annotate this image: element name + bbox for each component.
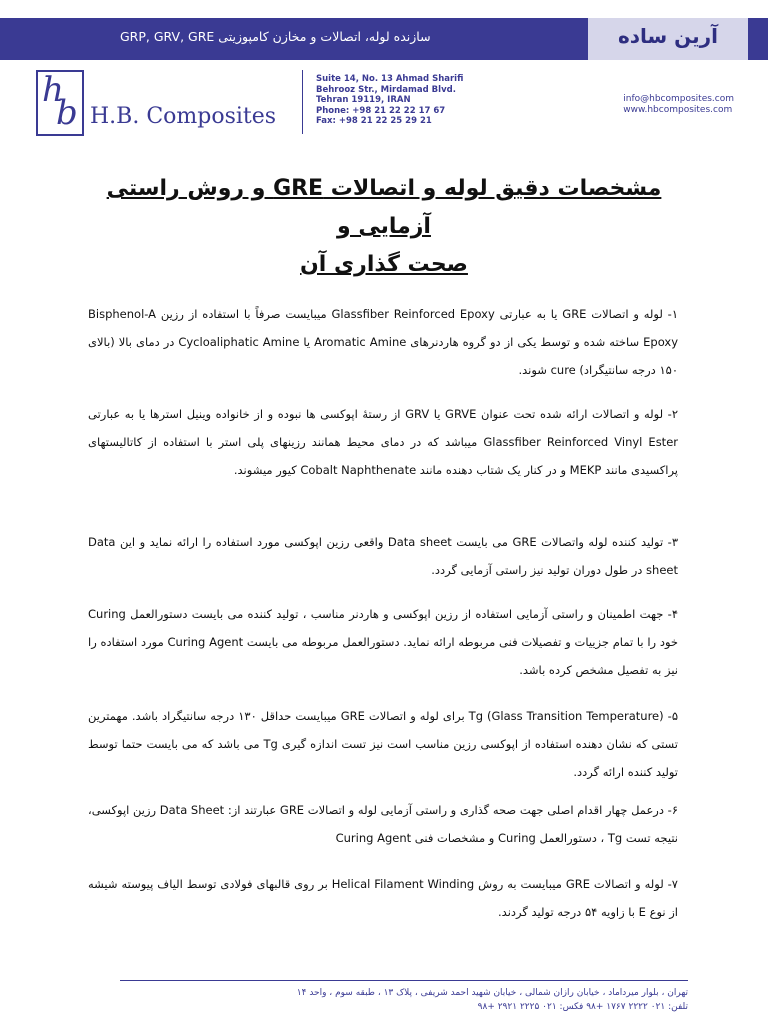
address-line: Tehran 19119, IRAN [316, 95, 411, 105]
list-item [88, 300, 678, 384]
item-text: جهت اطمینان و راستی آزمایی استفاده از رزین اپوکسی و هاردنر مناسب ، تولید کننده می بایست دستورالعمل Curing خود را با تمام جزییات و تفصیلات فنی مربوطه ارائه نماید. دستورالعمل مربوطه می بایست Curing Agent مورد استفاده را نیز به تفصیل مشخص کرده باشد. [88, 607, 678, 677]
footer [120, 986, 688, 1014]
hb-logo [36, 70, 84, 136]
address-line: Suite 14, No. 13 Ahmad Sharifi [316, 74, 464, 84]
company-address [316, 74, 463, 127]
title-line-2: صحت گذاری آن [300, 252, 468, 277]
list-item [88, 796, 678, 852]
item-number: ۶- [667, 803, 678, 817]
logo-letter-b: b [56, 93, 78, 133]
header-divider [302, 70, 303, 134]
item-number: ۳- [667, 535, 679, 549]
footer-divider [120, 980, 688, 981]
email: info@hbcomposites.com [623, 94, 734, 104]
list-item [88, 600, 678, 684]
item-number: ۴- [667, 607, 678, 621]
item-number: ۵- [667, 709, 678, 723]
company-tagline: سازنده لوله، اتصالات و مخازن کامپوزیتی GRP, GRV, GRE [120, 29, 431, 44]
header-bar [0, 18, 768, 60]
phone: Phone: +98 21 22 22 17 67 [316, 105, 446, 116]
company-name: H.B. Composites [90, 104, 277, 129]
footer-phone-fax: تلفن: ۰۲۱ ۲۲۲۲ ۱۷۶۷ +۹۸ فکس: ۰۲۱ ۲۲۲۵ ۲۹۲۱ +۹۸ [477, 1002, 688, 1012]
website: www.hbcomposites.com [623, 105, 733, 115]
item-text: تولید کننده لوله واتصالات GRE می بایست Data sheet واقعی رزین اپوکسی مورد استفاده را ارائه نماید و این Data sheet در طول دوران تولید نیز راستی آزمایی گردد. [88, 535, 678, 577]
item-number: ۱- [667, 307, 678, 321]
item-text: لوله و اتصالات GRE میبایست به روش Helical Filament Winding بر روی قالبهای فولادی توسط الیاف پیوسته شیشه از نوع E با زاویه ۵۴ درجه تولید گردند. [88, 877, 678, 919]
item-text: Tg (Glass Transition Temperature) برای لوله و اتصالات GRE میبایست حداقل ۱۳۰ درجه سانتیگراد باشد. مهمترین تستی که نشان دهنده استفاده از اپوکسی رزین مناسب است نیز تست اندازه گیری Tg می باشد که می بایست حتما توسط تولید کننده ارائه گردد. [88, 709, 678, 779]
list-item [88, 528, 678, 584]
list-item [88, 702, 678, 786]
footer-address: تهران ، بلوار میرداماد ، خیابان رازان شمالی ، خیابان شهید احمد شریفی ، پلاک ۱۳ ، طبقه سوم ، واحد ۱۴ [296, 988, 688, 998]
list-item [88, 870, 678, 926]
brand-box [588, 18, 748, 60]
item-number: ۷- [667, 877, 678, 891]
address-line: Behrooz Str., Mirdamad Blvd. [316, 84, 456, 95]
logo-letter-h: h [42, 70, 64, 110]
list-item [88, 400, 678, 484]
document-title [70, 170, 698, 284]
title-line-1: مشخصات دقیق لوله و اتصالات GRE و روش راستی آزمایی و [106, 176, 662, 239]
brand-name: آرین ساده [617, 24, 719, 48]
item-text: لوله و اتصالات GRE یا به عبارتی Glassfiber Reinforced Epoxy میبایست صرفاً با استفاده از رزین Bisphenol-A Epoxy ساخته شده و توسط یکی از دو گروه هاردنرهای Aromatic Amine یا Cycloaliphatic Amine در دمای بالا (بالای ۱۵۰ درجه سانتیگراد) cure شوند. [88, 307, 678, 377]
contact-info [623, 94, 734, 116]
item-text: درعمل چهار اقدام اصلی جهت صحه گذاری و راستی آزمایی لوله و اتصالات GRE عبارتند از: Data Sheet رزین اپوکسی، نتیجه تست Tg ، دستورالعمل Curing و مشخصات فنی Curing Agent [88, 803, 678, 845]
item-text: لوله و اتصالات ارائه شده تحت عنوان GRVE یا GRV از رستهٔ اپوکسی ها نبوده و از خانواده وینیل استرها یا به عبارتی Glassfiber Reinforced Vinyl Ester میباشد که در دمای محیط همانند رزینهای پلی استر با استفاده از کاتالیستهای پراکسیدی مانند MEKP و در کنار یک شتاب دهنده مانند Cobalt Naphthenate کیور میشوند. [88, 407, 678, 477]
fax: Fax: +98 21 22 25 29 21 [316, 116, 432, 126]
item-number: ۲- [667, 407, 679, 421]
